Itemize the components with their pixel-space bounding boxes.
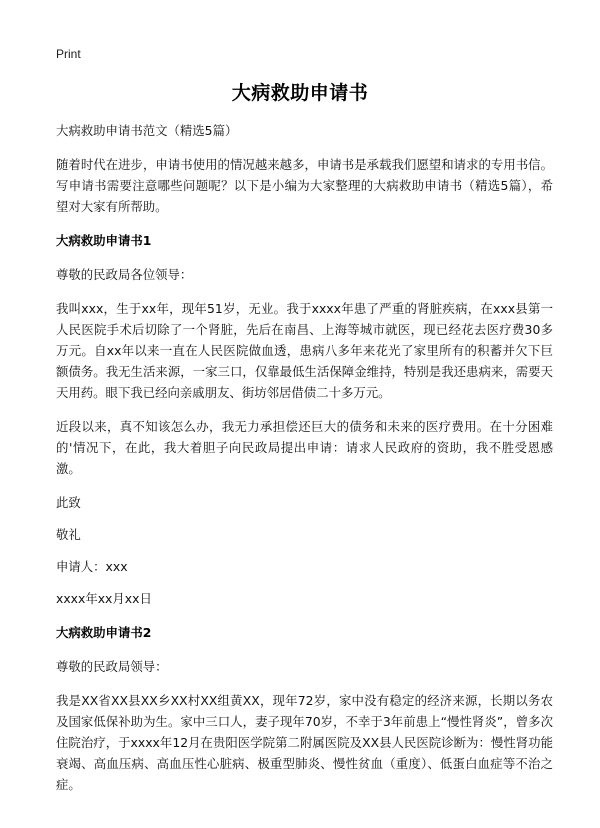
letter1-applicant: 申请人：xxx <box>56 559 128 574</box>
letter1-heading: 大病救助申请书1 <box>56 233 152 248</box>
letter1-paragraph-2: 近段以来，真不知该怎么办，我无力承担偿还巨大的债务和未来的医疗费用。在十分困难的'情况下，在此，我大着胆子向民政局提出申请：请求人民政府的资助，我不胜受恩感激。 <box>56 419 553 476</box>
page-title: 大病救助申请书 <box>231 82 369 104</box>
letter2-paragraph-1: 我是XX省XX县XX乡XX村XX组黄XX，现年72岁，家中没有稳定的经济来源，长期以务农及国家低保补助为生。家中三口人，妻子现年70岁，不幸于3年前患上“慢性肾炎”，曾多次住院治疗，于xxxx年12月在贵阳医学院第二附属医院及XX县人民医院诊断为：慢性肾功能衰竭、高血压病、高血压性心脏病、极重型肺炎、慢性贫血（重度）、低蛋白血症等不治之症。 <box>56 693 553 792</box>
letter1-salutation: 尊敬的民政局各位领导： <box>56 267 193 282</box>
print-link[interactable]: Print <box>56 47 81 61</box>
intro-paragraph: 随着时代在进步，申请书使用的情况越来越多，申请书是承载我们愿望和请求的专用书信。写申请书需要注意哪些问题呢？以下是小编为大家整理的大病救助申请书（精选5篇），希望对大家有所帮助。 <box>56 157 553 214</box>
intro-subtitle: 大病救助申请书范文（精选5篇） <box>56 123 238 138</box>
letter1-closing-1: 此致 <box>56 495 81 510</box>
letter2-salutation: 尊敬的民政局领导： <box>56 659 168 674</box>
letter1-date: xxxx年xx月xx日 <box>56 591 152 606</box>
document-body <box>56 120 553 808</box>
letter1-paragraph-1: 我叫xxx，生于xx年，现年51岁，无业。我于xxxx年患了严重的肾脏疾病，在xxx县第一人民医院手术后切除了一个肾脏，先后在南昌、上海等城市就医，现已经花去医疗费30多万元。自xx年以来一直在人民医院做血透，患病八多年来花光了家里所有的积蓄并欠下巨额债务。我无生活来源，一家三口，仅靠最低生活保障金维持，特别是我还患病来，需要天天用药。眼下我已经向亲戚朋友、街坊邻居借债二十多万元。 <box>56 301 553 400</box>
letter1-closing-2: 敬礼 <box>56 527 81 542</box>
letter2-heading: 大病救助申请书2 <box>56 625 152 640</box>
